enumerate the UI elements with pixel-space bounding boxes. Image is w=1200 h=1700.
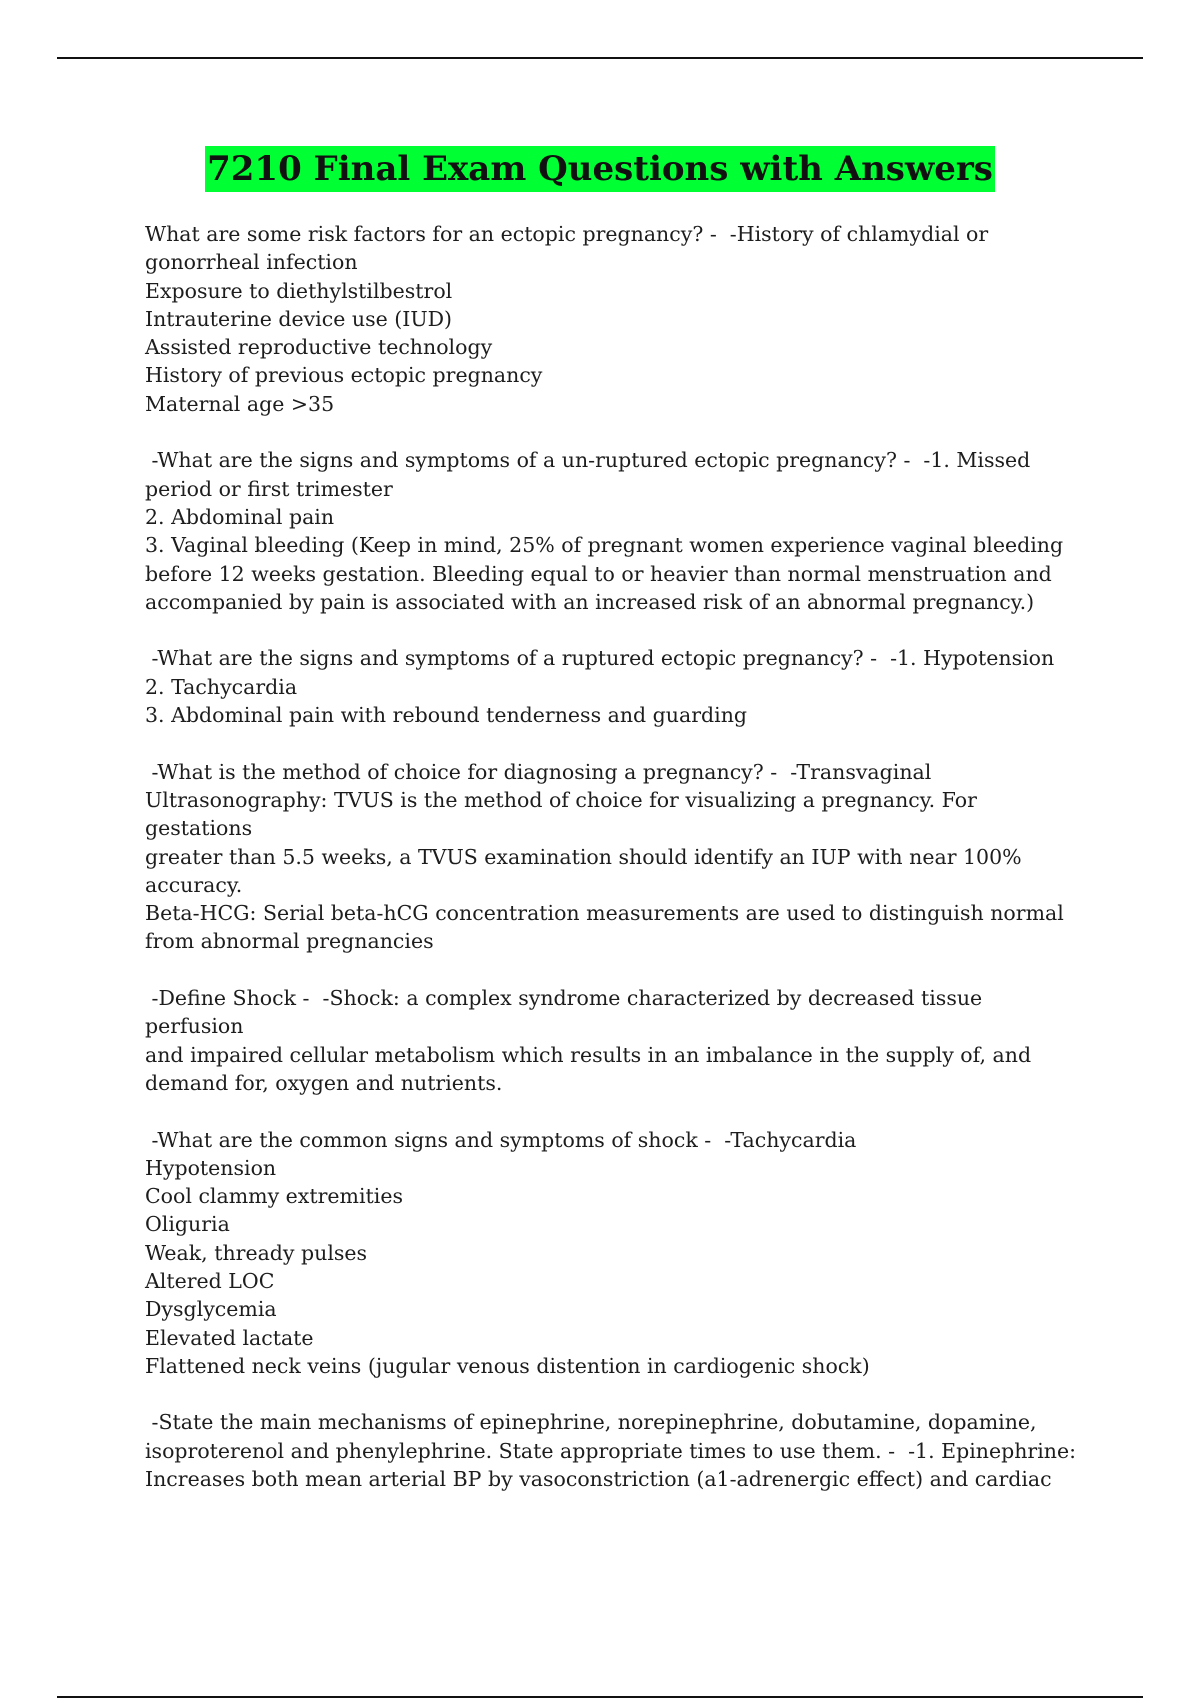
bottom-rule [57,1696,1143,1698]
qa-block [145,1408,1080,1493]
qa-line: -Define Shock - -Shock: a complex syndrome characterized by decreased tissue perfusion [145,986,989,1039]
qa-content [145,220,1080,1522]
qa-line: 3. Abdominal pain with rebound tenderness and guarding [145,703,748,728]
qa-line: greater than 5.5 weeks, a TVUS examination should identify an IUP with near 100% [145,844,1022,869]
qa-block [145,220,1080,418]
qa-line: Maternal age >35 [145,391,335,416]
qa-line: Assisted reproductive technology [145,335,493,360]
qa-line: Oliguria [145,1212,230,1237]
qa-line: 2. Abdominal pain [145,504,335,529]
qa-line: -State the main mechanisms of epinephrine, norepinephrine, dobutamine, dopamine, [145,1410,1037,1435]
qa-block [145,1126,1080,1381]
qa-line: accuracy. [145,872,243,897]
qa-line: 2. Tachycardia [145,674,298,699]
qa-line: Intrauterine device use (IUD) [145,306,453,331]
title-wrap [0,146,1200,192]
qa-line: Flattened neck veins (jugular venous distention in cardiogenic shock) [145,1353,870,1378]
qa-line: -What are the signs and symptoms of a un-ruptured ectopic pregnancy? - -1. Missed [145,448,1031,473]
qa-line: and impaired cellular metabolism which results in an imbalance in the supply of, and [145,1042,1032,1067]
qa-line: -What are the signs and symptoms of a ruptured ectopic pregnancy? - -1. Hypotension [145,646,1055,671]
qa-line: Altered LOC [145,1268,275,1293]
qa-line: Increases both mean arterial BP by vasoconstriction (a1-adrenergic effect) and cardiac [145,1467,1052,1492]
document-title: 7210 Final Exam Questions with Answers [205,146,995,192]
qa-block [145,984,1080,1097]
qa-line: 3. Vaginal bleeding (Keep in mind, 25% of pregnant women experience vaginal bleeding [145,533,1064,558]
qa-line: demand for, oxygen and nutrients. [145,1070,503,1095]
qa-line: Dysglycemia [145,1297,277,1322]
qa-line: isoproterenol and phenylephrine. State appropriate times to use them. - -1. Epinephrine: [145,1438,1077,1463]
qa-line: accompanied by pain is associated with an increased risk of an abnormal pregnancy.) [145,589,1035,614]
qa-line: Elevated lactate [145,1325,314,1350]
qa-line: History of previous ectopic pregnancy [145,363,543,388]
qa-line: Weak, thready pulses [145,1240,368,1265]
qa-block [145,758,1080,956]
qa-line: -What are the common signs and symptoms of shock - -Tachycardia [145,1127,857,1152]
qa-line: Beta-HCG: Serial beta-hCG concentration measurements are used to distinguish normal [145,901,1064,926]
qa-line: Hypotension [145,1155,277,1180]
qa-line: Exposure to diethylstilbestrol [145,278,453,303]
qa-line: gonorrheal infection [145,250,358,275]
qa-line: -What is the method of choice for diagnosing a pregnancy? - -Transvaginal [145,759,932,784]
qa-line: What are some risk factors for an ectopic pregnancy? - -History of chlamydial or [145,222,989,246]
qa-block [145,446,1080,616]
qa-line: Ultrasonography: TVUS is the method of choice for visualizing a pregnancy. For gestations [145,787,984,841]
qa-block [145,644,1080,729]
qa-line: Cool clammy extremities [145,1184,403,1209]
top-rule [57,57,1143,59]
qa-line: before 12 weeks gestation. Bleeding equal to or heavier than normal menstruation and [145,561,1052,586]
qa-line: period or first trimester [145,476,393,501]
qa-line: from abnormal pregnancies [145,929,434,954]
